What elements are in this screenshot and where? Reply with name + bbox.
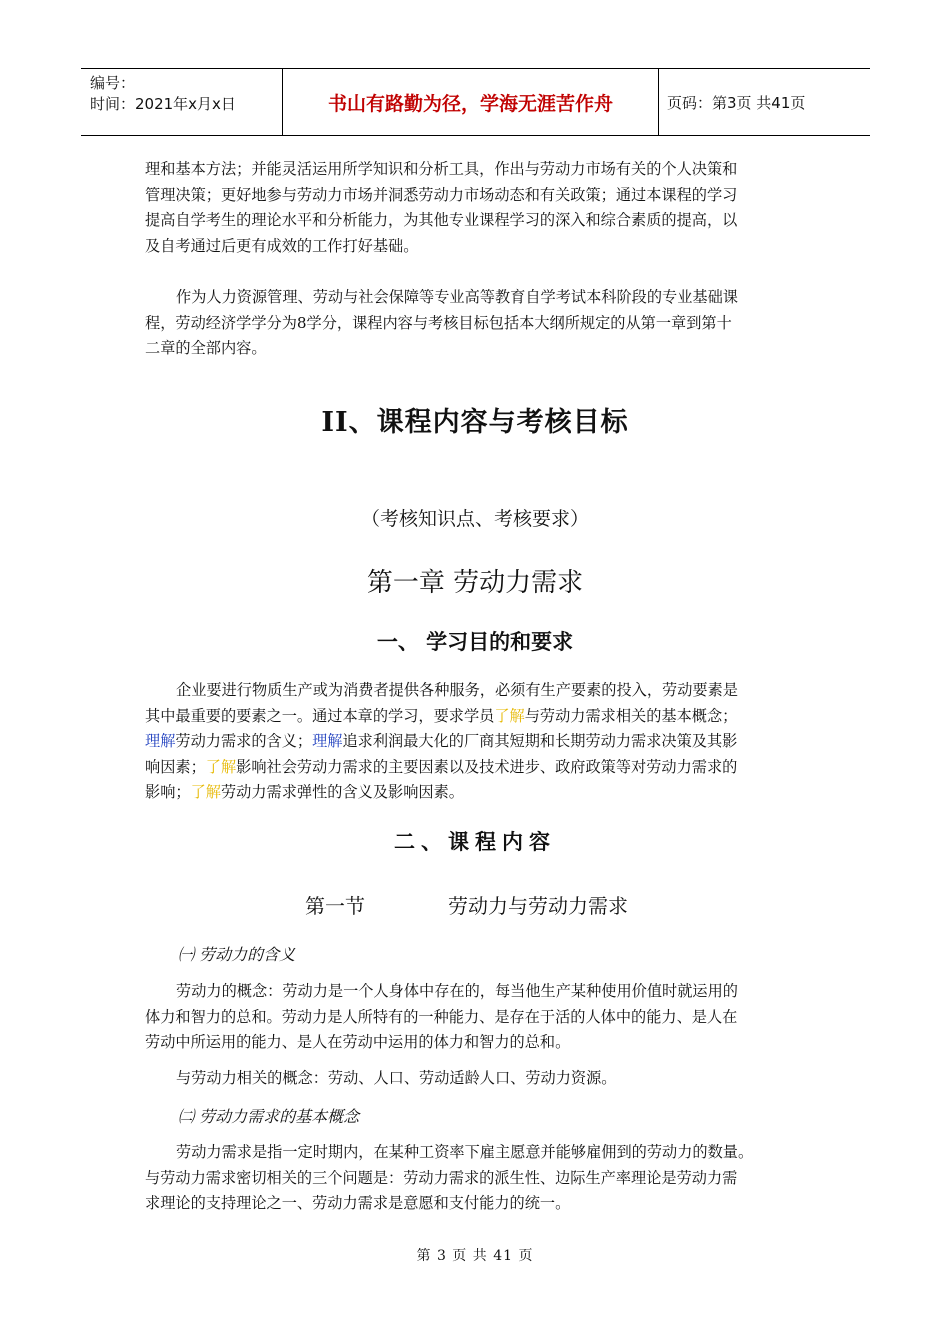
item1-paragraph xyxy=(145,979,817,1056)
text-line: 二章的全部内容。 xyxy=(145,339,267,357)
text-line: 其中最重要的要素之一。通过本章的学习，要求学员了解与劳动力需求相关的基本概念； xyxy=(145,706,738,725)
text-line: 与劳动力相关的概念：劳动、人口、劳动适龄人口、劳动力资源。 xyxy=(176,1069,617,1087)
text-line: 求理论的支持理论之一、劳动力需求是意愿和支付能力的统一。 xyxy=(145,1194,571,1212)
item2-paragraph xyxy=(145,1140,817,1217)
section-label: 第一节 xyxy=(305,894,365,918)
keyword-understand: 了解 xyxy=(205,757,237,776)
header-number: 编号： xyxy=(90,74,136,92)
item1-related-paragraph xyxy=(145,1066,817,1092)
text-line: 响因素；了解影响社会劳动力需求的主要因素以及技术进步、政府政策等对劳动力需求的 xyxy=(145,757,738,776)
text-line: 体力和智力的总和。劳动力是人所特有的一种能力、是存在于活的人体中的能力、是人在 xyxy=(145,1007,738,1026)
text-line: 程，劳动经济学学分为8学分，课程内容与考核目标包括本大纲所规定的从第一章到第十 xyxy=(145,313,732,332)
text-line: 管理决策；更好地参与劳动力市场并洞悉劳动力市场动态和有关政策；通过本课程的学习 xyxy=(145,185,738,204)
header-time: 时间：2021年x月x日 xyxy=(90,95,236,113)
chapter-title: 第一章 劳动力需求 xyxy=(366,568,584,598)
text-line: 与劳动力需求密切相关的三个问题是：劳动力需求的派生性、边际生产率理论是劳动力需 xyxy=(145,1168,738,1187)
section-subtitle: （考核知识点、考核要求） xyxy=(360,508,589,530)
text-line: 劳动力的概念：劳动力是一个人身体中存在的，每当他生产某种使用价值时就运用的 xyxy=(176,982,738,1000)
text-line: 影响；了解劳动力需求弹性的含义及影响因素。 xyxy=(145,783,464,801)
heading-goals: 一、 学习目的和要求 xyxy=(376,630,574,654)
text-line: 作为人力资源管理、劳动与社会保障等专业高等教育自学考试本科阶段的专业基础课 xyxy=(176,288,738,306)
text-line: 企业要进行物质生产或为消费者提供各种服务，必须有生产要素的投入，劳动要素是 xyxy=(176,681,738,699)
page-header xyxy=(81,68,870,136)
text-line: 理解劳动力需求的含义；理解追求利润最大化的厂商其短期和长期劳动力需求决策及其影 xyxy=(145,732,738,750)
item-heading-2: ㈡ 劳动力需求的基本概念 xyxy=(178,1107,360,1126)
heading-course-content: 二、课程内容 xyxy=(394,830,556,854)
text-line: 劳动力需求是指一定时期内，在某种工资率下雇主愿意并能够雇佣到的劳动力的数量。 xyxy=(176,1143,754,1161)
text-line: 理和基本方法；并能灵活运用所学知识和分析工具，作出与劳动力市场有关的个人决策和 xyxy=(145,160,738,178)
intro-paragraph-1 xyxy=(145,157,817,259)
text-line: 及自考通过后更有成效的工作打好基础。 xyxy=(145,236,419,255)
item-heading-1: ㈠ 劳动力的含义 xyxy=(178,945,296,964)
header-page-code: 页码：第3页 共41页 xyxy=(667,93,806,112)
header-motto: 书山有路勤为径，学海无涯苦作舟 xyxy=(283,69,659,135)
section-title: II、课程内容与考核目标 xyxy=(321,407,629,438)
keyword-understand: 了解 xyxy=(494,706,525,725)
text-line: 劳动中所运用的能力、是人在劳动中运用的体力和智力的总和。 xyxy=(145,1033,571,1051)
keyword-understand: 了解 xyxy=(190,783,221,801)
intro-paragraph-2 xyxy=(145,285,817,362)
goals-paragraph xyxy=(145,678,817,806)
keyword-comprehend: 理解 xyxy=(312,732,343,750)
text-line: 提高自学考生的理论水平和分析能力，为其他专业课程学习的深入和综合素质的提高，以 xyxy=(145,211,738,229)
header-meta xyxy=(81,69,283,135)
section-title-text: 劳动力与劳动力需求 xyxy=(448,894,628,918)
keyword-comprehend: 理解 xyxy=(145,732,176,750)
page-footer: 第 3 页 共 41 页 xyxy=(416,1248,534,1264)
